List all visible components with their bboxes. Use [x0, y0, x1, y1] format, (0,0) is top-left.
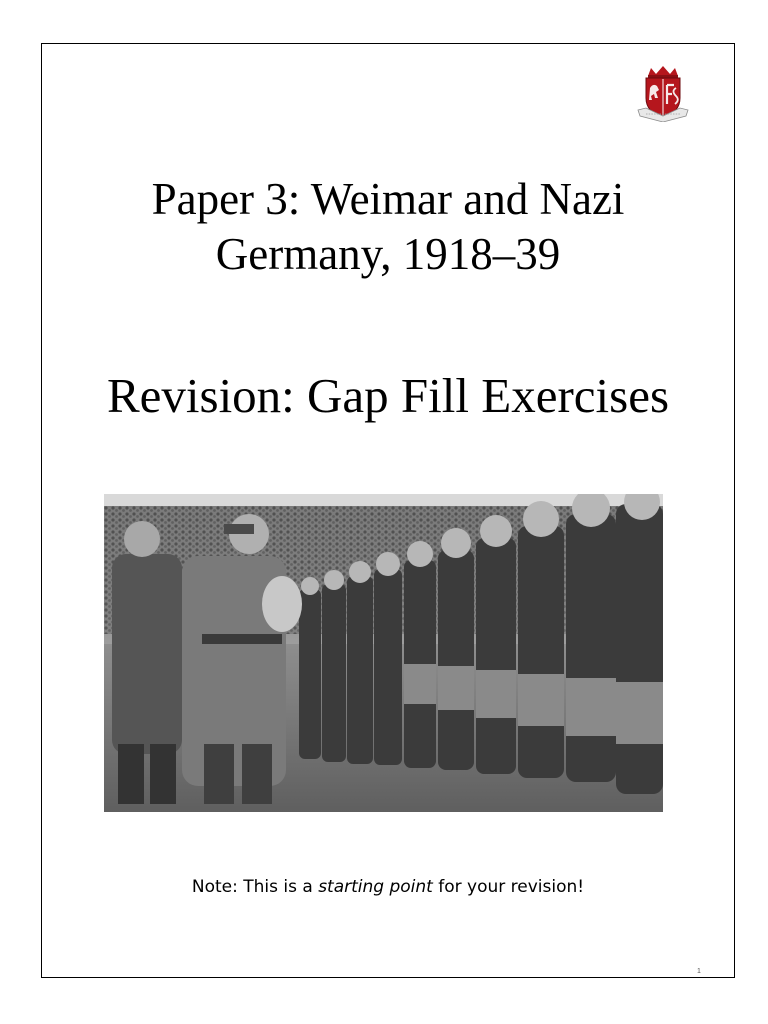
title-line-1: Paper 3: Weimar and Nazi: [151, 174, 625, 224]
note-prefix: Note: This is a: [191, 877, 319, 897]
document-title: [41, 172, 735, 282]
page-number: 1: [697, 968, 701, 975]
note-suffix: for your revision!: [432, 877, 585, 897]
revision-note: [41, 876, 735, 898]
school-crest-icon: [636, 66, 690, 122]
title-line-2: Germany, 1918–39: [215, 229, 561, 279]
photograph-illustration: [104, 494, 663, 812]
note-emphasis: starting point: [318, 877, 433, 897]
document-subtitle: Revision: Gap Fill Exercises: [106, 368, 670, 423]
cover-photograph: [104, 494, 663, 812]
